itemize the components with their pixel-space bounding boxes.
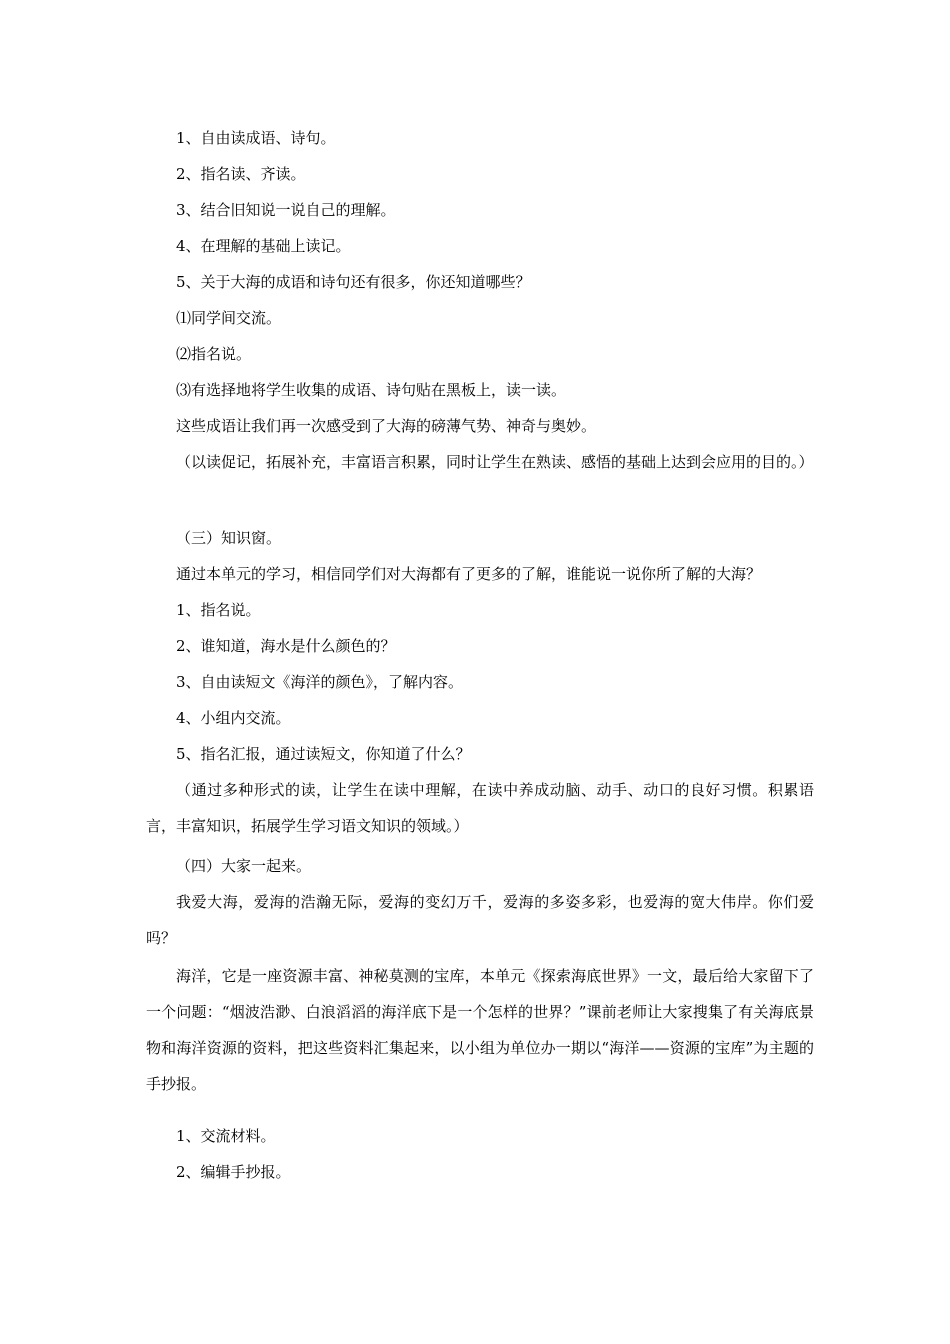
section-heading: （三）知识窗。 <box>176 529 282 547</box>
paragraph: ⑴同学间交流。 <box>176 309 282 327</box>
paragraph: ⑵指名说。 <box>176 345 252 363</box>
paragraph: ⑶有选择地将学生收集的成语、诗句贴在黑板上，读一读。 <box>176 381 567 399</box>
paragraph: 3、结合旧知说一说自己的理解。 <box>176 201 396 219</box>
paragraph: 海洋，它是一座资源丰富、神秘莫测的宝库，本单元《探索海底世界》一文，最后给大家留下了一个问题：“烟波浩渺、白浪滔滔的海洋底下是一个怎样的世界？”课前老师让大家搜集了有关海底景物和海洋资源的资料，把这些资料汇集起来，以小组为单位办一期以“海洋——资源的宝库”为主题的手抄报。 <box>146 967 814 1093</box>
paragraph: 4、在理解的基础上读记。 <box>176 237 351 255</box>
paragraph: （以读促记，拓展补充，丰富语言积累，同时让学生在熟读、感悟的基础上达到会应用的目的。） <box>176 453 814 471</box>
paragraph: 2、编辑手抄报。 <box>176 1163 291 1181</box>
section-heading: （四）大家一起来。 <box>176 857 312 875</box>
paragraph: 5、关于大海的成语和诗句还有很多，你还知道哪些？ <box>176 273 531 291</box>
paragraph: 2、谁知道，海水是什么颜色的？ <box>176 637 396 655</box>
paragraph: 1、自由读成语、诗句。 <box>176 129 336 147</box>
paragraph: 5、指名汇报，通过读短文，你知道了什么？ <box>176 745 471 763</box>
paragraph: 这些成语让我们再一次感受到了大海的磅薄气势、神奇与奥妙。 <box>176 417 597 435</box>
paragraph: 通过本单元的学习，相信同学们对大海都有了更多的了解，谁能说一说你所了解的大海？ <box>176 565 762 583</box>
paragraph: 4、小组内交流。 <box>176 709 291 727</box>
paragraph: 1、交流材料。 <box>176 1127 276 1145</box>
paragraph: 3、自由读短文《海洋的颜色》，了解内容。 <box>176 673 464 691</box>
paragraph: 1、指名说。 <box>176 601 261 619</box>
paragraph: （通过多种形式的读，让学生在读中理解，在读中养成动脑、动手、动口的良好习惯。积累语言，丰富知识，拓展学生学习语文知识的领域。） <box>146 781 814 835</box>
paragraph: 2、指名读、齐读。 <box>176 165 306 183</box>
paragraph: 我爱大海，爱海的浩瀚无际，爱海的变幻万千，爱海的多姿多彩，也爱海的宽大伟岸。你们爱吗？ <box>146 893 814 947</box>
